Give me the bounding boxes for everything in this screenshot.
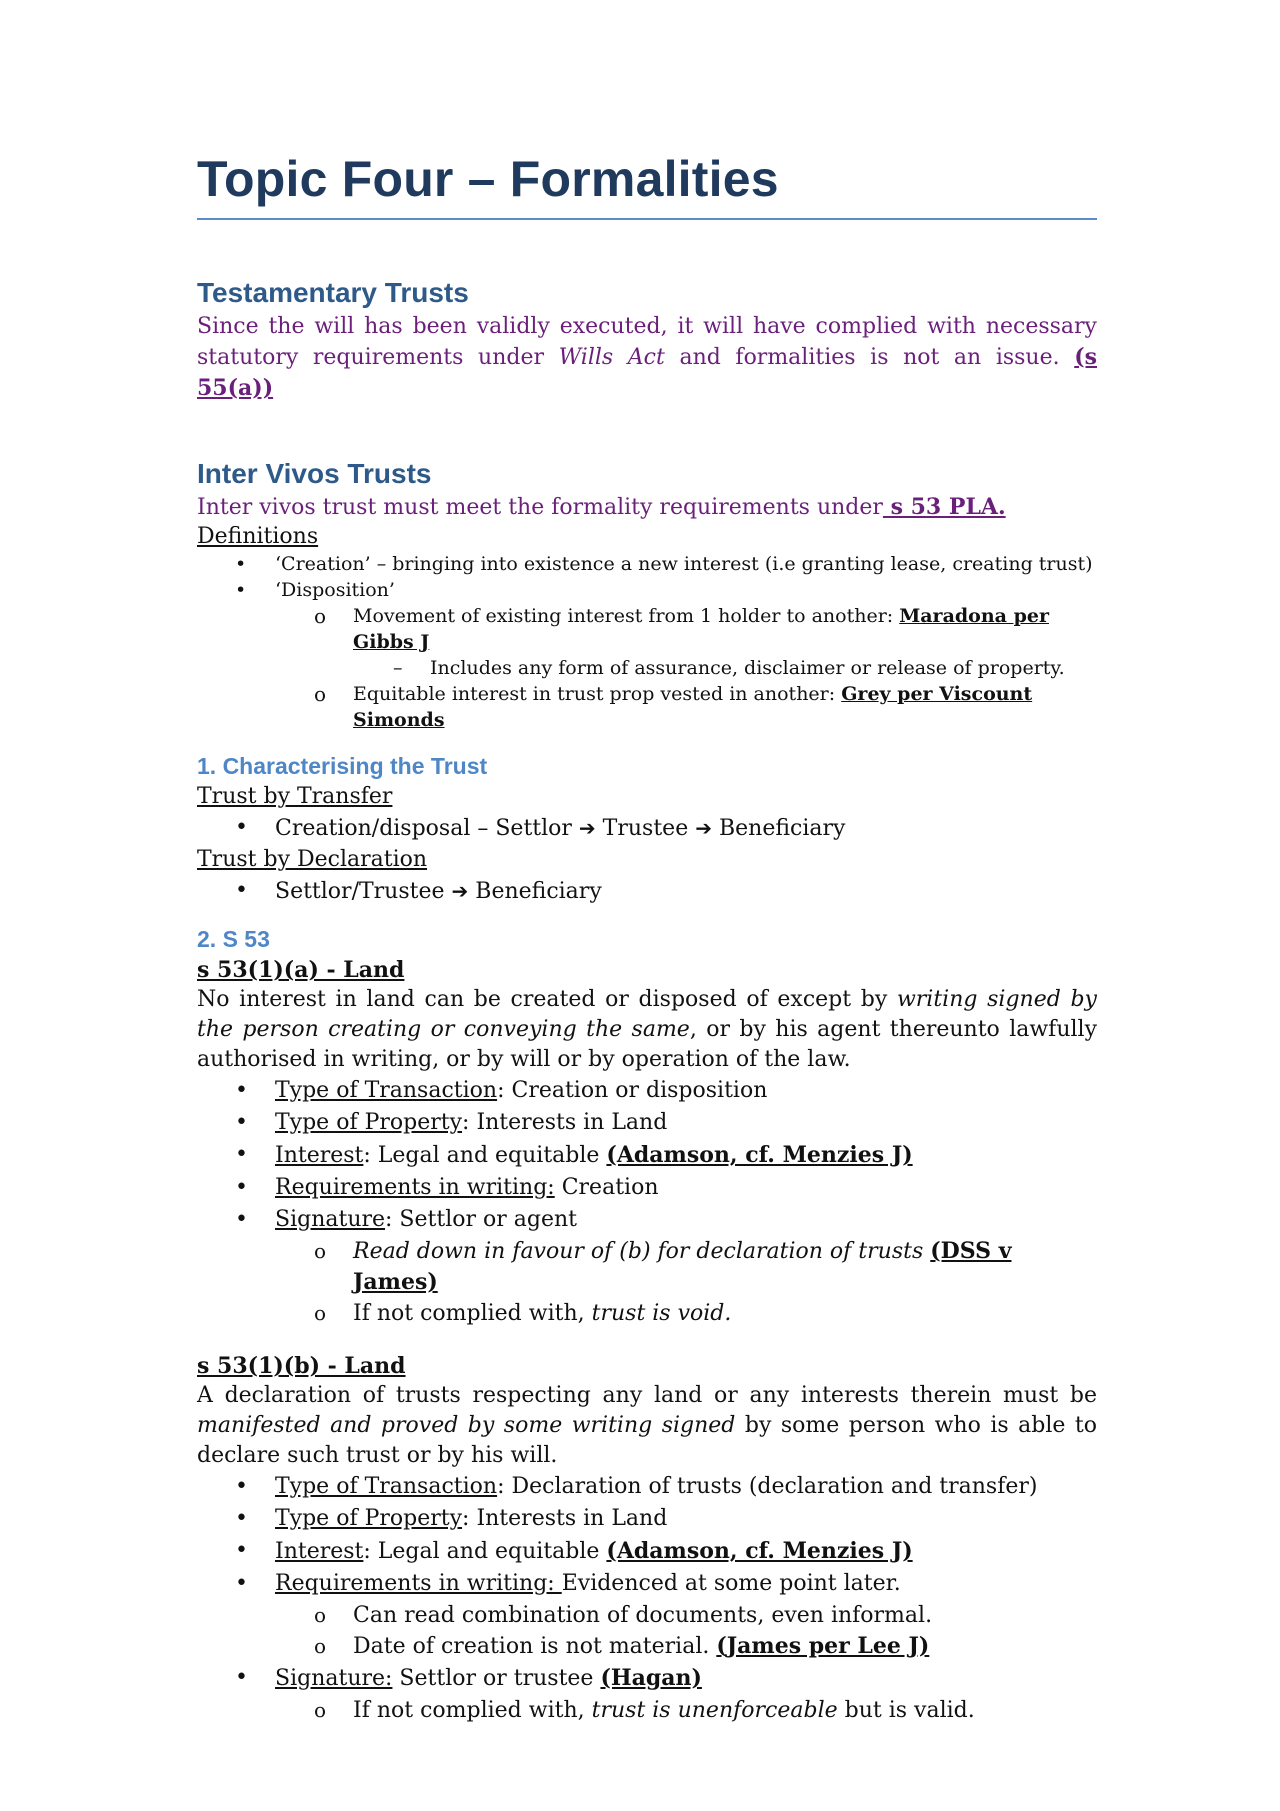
s53-1-b-paragraph: A declaration of trusts respecting any land or any interests therein must be manifested and proved by some writing signed by some person who is able to declare such trust or by his will. [197,1383,1097,1468]
citation-james-per-lee: (James per Lee J) [716,1633,930,1659]
heading-characterising-trust: 1. Characterising the Trust [197,753,488,779]
list-item: o Date of creation is not material. (James per Lee J) [197,1631,1097,1662]
list-item: • Signature: Settlor or trustee (Hagan) [197,1662,1097,1695]
arrow-right-icon: ➔ [695,816,712,840]
list-item: • Type of Property: Interests in Land [197,1107,1097,1139]
list-item: • Requirements in writing: Creation [197,1172,1097,1204]
list-item: • ‘Creation’ – bringing into existence a new interest (i.e granting lease, creating trust) [197,551,1097,577]
list-item: o If not complied with, trust is unenforceable but is valid. [197,1695,1097,1726]
citation-dss-v-james: (DSS v James) [353,1238,1012,1295]
citation-s55a: (s 55(a)) [197,344,1098,401]
s53-1-a-list [197,1075,1097,1329]
page-title: Topic Four – Formalities [197,150,1097,220]
list-item: • Creation/disposal – Settlor ➔ Trustee ➔ Beneficiary [197,812,1097,845]
s53-1-a-label: s 53(1)(a) - Land [197,957,405,983]
list-item: o Read down in favour of (b) for declaration of trusts (DSS v James) [197,1236,1097,1298]
testamentary-paragraph: Since the will has been validly executed, it will have complied with necessary statutory requirements under Wills Act and formalities is not an issue. (s 55(a)) [197,314,1098,401]
list-item: • Interest: Legal and equitable (Adamson, cf. Menzies J) [197,1535,1097,1568]
heading-inter-vivos-trusts: Inter Vivos Trusts [197,458,432,489]
list-item: • Interest: Legal and equitable (Adamson, cf. Menzies J) [197,1139,1097,1172]
list-item: o If not complied with, trust is void. [197,1298,1097,1329]
list-item: • Signature: Settlor or agent [197,1204,1097,1236]
list-item: • Type of Transaction: Creation or disposition [197,1075,1097,1107]
document-page [197,150,1097,1726]
heading-testamentary-trusts: Testamentary Trusts [197,277,469,308]
list-item: – Includes any form of assurance, disclaimer or release of property. [197,655,1097,681]
list-item: o Equitable interest in trust prop vested in another: Grey per Viscount Simonds [197,681,1097,733]
list-item: • ‘Disposition’ [197,577,1097,603]
inter-vivos-intro: Inter vivos trust must meet the formality requirements under s 53 PLA. [197,494,1006,520]
trust-by-declaration-label: Trust by Declaration [197,847,428,872]
s53-1-a-paragraph: No interest in land can be created or disposed of except by writing signed by the person creating or conveying the same, or by his agent thereunto lawfully authorised in writing, or by will or by operation of the law. [197,987,1097,1072]
s53-1-b-label: s 53(1)(b) - Land [197,1353,406,1379]
list-item: • Settlor/Trustee ➔ Beneficiary [197,875,1097,908]
arrow-right-icon: ➔ [578,816,596,840]
declaration-list [197,875,1097,908]
list-item: • Requirements in writing: Evidenced at some point later. [197,1568,1097,1600]
citation-adamson: (Adamson, cf. Menzies J) [606,1538,913,1564]
arrow-right-icon: ➔ [451,879,469,903]
definitions-list [197,551,1097,733]
list-item: • Type of Property: Interests in Land [197,1503,1097,1535]
s53-1-b-list [197,1471,1097,1726]
citation-adamson: (Adamson, cf. Menzies J) [606,1142,913,1168]
citation-s53-pla: s 53 PLA. [882,494,1006,520]
list-item: • Type of Transaction: Declaration of trusts (declaration and transfer) [197,1471,1097,1503]
list-item: o Can read combination of documents, even informal. [197,1600,1097,1631]
citation-maradona: Maradona per Gibbs J [353,605,1049,653]
citation-hagan: (Hagan) [600,1665,702,1691]
citation-grey: Grey per Viscount Simonds [353,683,1033,731]
list-item: o Movement of existing interest from 1 holder to another: Maradona per Gibbs J [197,603,1097,655]
transfer-list [197,812,1097,845]
definitions-label: Definitions [197,524,319,549]
heading-s53: 2. S 53 [197,926,270,952]
trust-by-transfer-label: Trust by Transfer [197,784,393,809]
